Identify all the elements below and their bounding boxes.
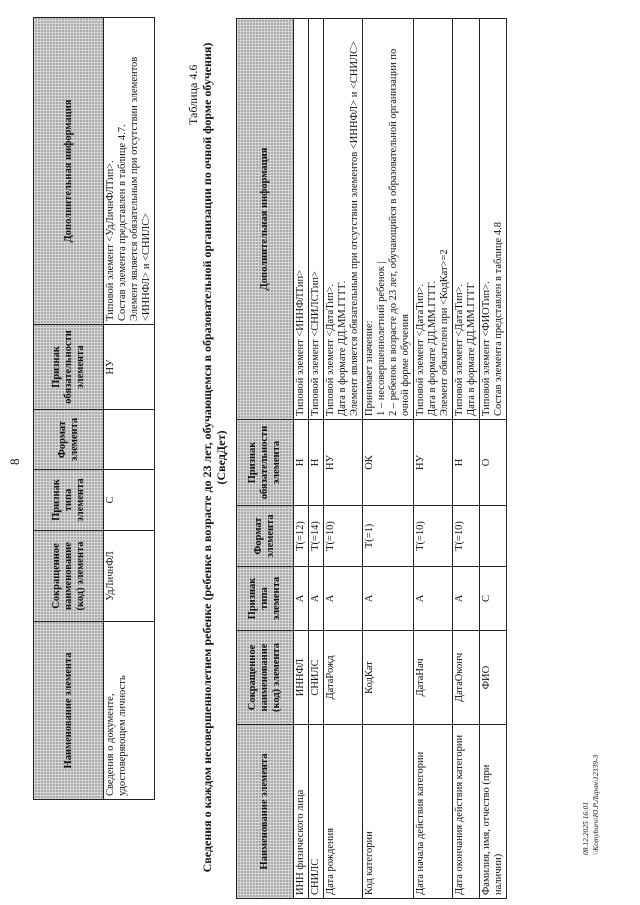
table-row [363,19,414,899]
info-line: Элемент обязателен при <КодКат>=2 [439,249,450,416]
info-line: Дата в формате ДД.ММ.ГГГГ. [337,280,348,416]
cell-required: Н [294,420,309,506]
cell-name: Фамилия, имя, отчество (при наличии) [480,725,507,899]
cell-name: Дата окончания действия категории [453,725,480,899]
cell-type: А [309,567,324,631]
header-element-type: Признак типа элемента [237,567,294,631]
cell-required: Н [453,420,480,506]
header-element-name: Наименование элемента [237,725,294,899]
cell-info [104,18,155,325]
cell-name: Дата рождения [324,725,363,899]
header-additional-info: Дополнительная информация [34,18,104,325]
table-header-row [34,18,104,800]
cell-name: Код категории [363,725,414,899]
cell-format: T(=10) [324,506,363,567]
document-footer [581,755,601,855]
info-line: Типовой элемент <ФИОТип>. [481,281,492,416]
table-row [324,19,363,899]
info-line: Элемент является обязательным при отсутствии элементов <ИННФЛ> и <СНИЛС> [349,40,360,416]
header-element-type: Признак типа элемента [34,470,104,531]
cell-code: ДатаРожд [324,631,363,725]
header-element-required: Признак обязательности элемента [34,325,104,410]
table-4-6 [236,18,507,899]
table-header-row [237,19,294,899]
cell-type: А [324,567,363,631]
header-element-format: Формат элемента [34,410,104,470]
cell-code: ДатаНач [414,631,453,725]
table-row [309,19,324,899]
cell-type: С [104,470,155,531]
cell-info [294,19,309,420]
header-element-code: Сокращенное наименование (код) элемента [34,531,104,622]
header-additional-info: Дополнительная информация [237,19,294,420]
table-caption: Таблица 4.6 [186,64,200,125]
info-line: Типовой элемент <ИННФЛТип> [295,270,306,416]
cell-required: НУ [414,420,453,506]
cell-name: Сведения о документе, удостоверяющем личность [104,622,155,800]
info-line: Типовой элемент <ДатаТип>. [415,283,426,416]
table-4-5-continuation [33,17,155,800]
footer-file-path: \\Komyburo\Ю.Р.Лиран\12339-3 [591,754,600,855]
cell-info [324,19,363,420]
table-row [453,19,480,899]
cell-info [480,19,507,420]
cell-required: О [480,420,507,506]
cell-code: КодКат [363,631,414,725]
cell-code: УдЛичнФЛ [104,531,155,622]
info-line: Состав элемента представлен в таблице 4.7. [117,124,128,321]
cell-type: А [294,567,309,631]
table-row [104,18,155,800]
cell-required: ОК [363,420,414,506]
cell-info [414,19,453,420]
info-line: 2 – ребенок в возрасте до 23 лет, обучающийся в образовательной организации по очной форме обучения [388,48,411,416]
info-line: Состав элемента представлен в таблице 4.8 [493,222,504,416]
info-line: Дата в формате ДД.ММ.ГГГГ [466,282,477,416]
cell-format [104,410,155,470]
info-line: Типовой элемент <СНИЛСТип> [310,271,321,416]
table-row [480,19,507,899]
page-number: 8 [7,458,22,465]
cell-type: С [480,567,507,631]
cell-format: T(=12) [294,506,309,567]
cell-format [480,506,507,567]
cell-required: Н [309,420,324,506]
cell-info [453,19,480,420]
cell-name: СНИЛС [309,725,324,899]
cell-info [363,19,414,420]
info-line: Типовой элемент <ДатаТип>. [325,283,336,416]
cell-code: СНИЛС [309,631,324,725]
cell-format: T(=10) [453,506,480,567]
info-line: 1 – несовершеннолетний ребенок | [376,261,387,416]
header-element-format: Формат элемента [237,506,294,567]
cell-required: НУ [104,325,155,410]
header-element-code: Сокращенное наименование (код) элемента [237,631,294,725]
table-row [294,19,309,899]
table-row [414,19,453,899]
section-heading: Сведения о каждом несовершеннолетнем ребенке (ребенке в возрасте до 23 лет, обучающемся в образовательной организации по очной форме обучения) (СведДет) [200,42,228,873]
cell-type: А [363,567,414,631]
info-line: Элемент является обязательным при отсутствии элементов <ИННФЛ> и <СНИЛС> [129,56,152,321]
cell-type: А [414,567,453,631]
cell-name: ИНН физического лица [294,725,309,899]
cell-required: НУ [324,420,363,506]
header-element-required: Признак обязательности элемента [237,420,294,506]
cell-code: ДатаОконч [453,631,480,725]
cell-code: ИННФЛ [294,631,309,725]
info-line: Типовой элемент <УдЛичнФЛТип>. [105,160,116,321]
cell-format: T(=14) [309,506,324,567]
cell-format: T(=10) [414,506,453,567]
cell-type: А [453,567,480,631]
footer-timestamp: 08.12.2025 16:01 [581,801,590,855]
cell-format: T(=1) [363,506,414,567]
info-line: Типовой элемент <ДатаТип>. [454,283,465,416]
info-line: Дата в формате ДД.ММ.ГГГГ. [427,280,438,416]
info-line: Принимает значение: [364,320,375,416]
header-element-name: Наименование элемента [34,622,104,800]
cell-code: ФИО [480,631,507,725]
cell-info [309,19,324,420]
cell-name: Дата начала действия категории [414,725,453,899]
